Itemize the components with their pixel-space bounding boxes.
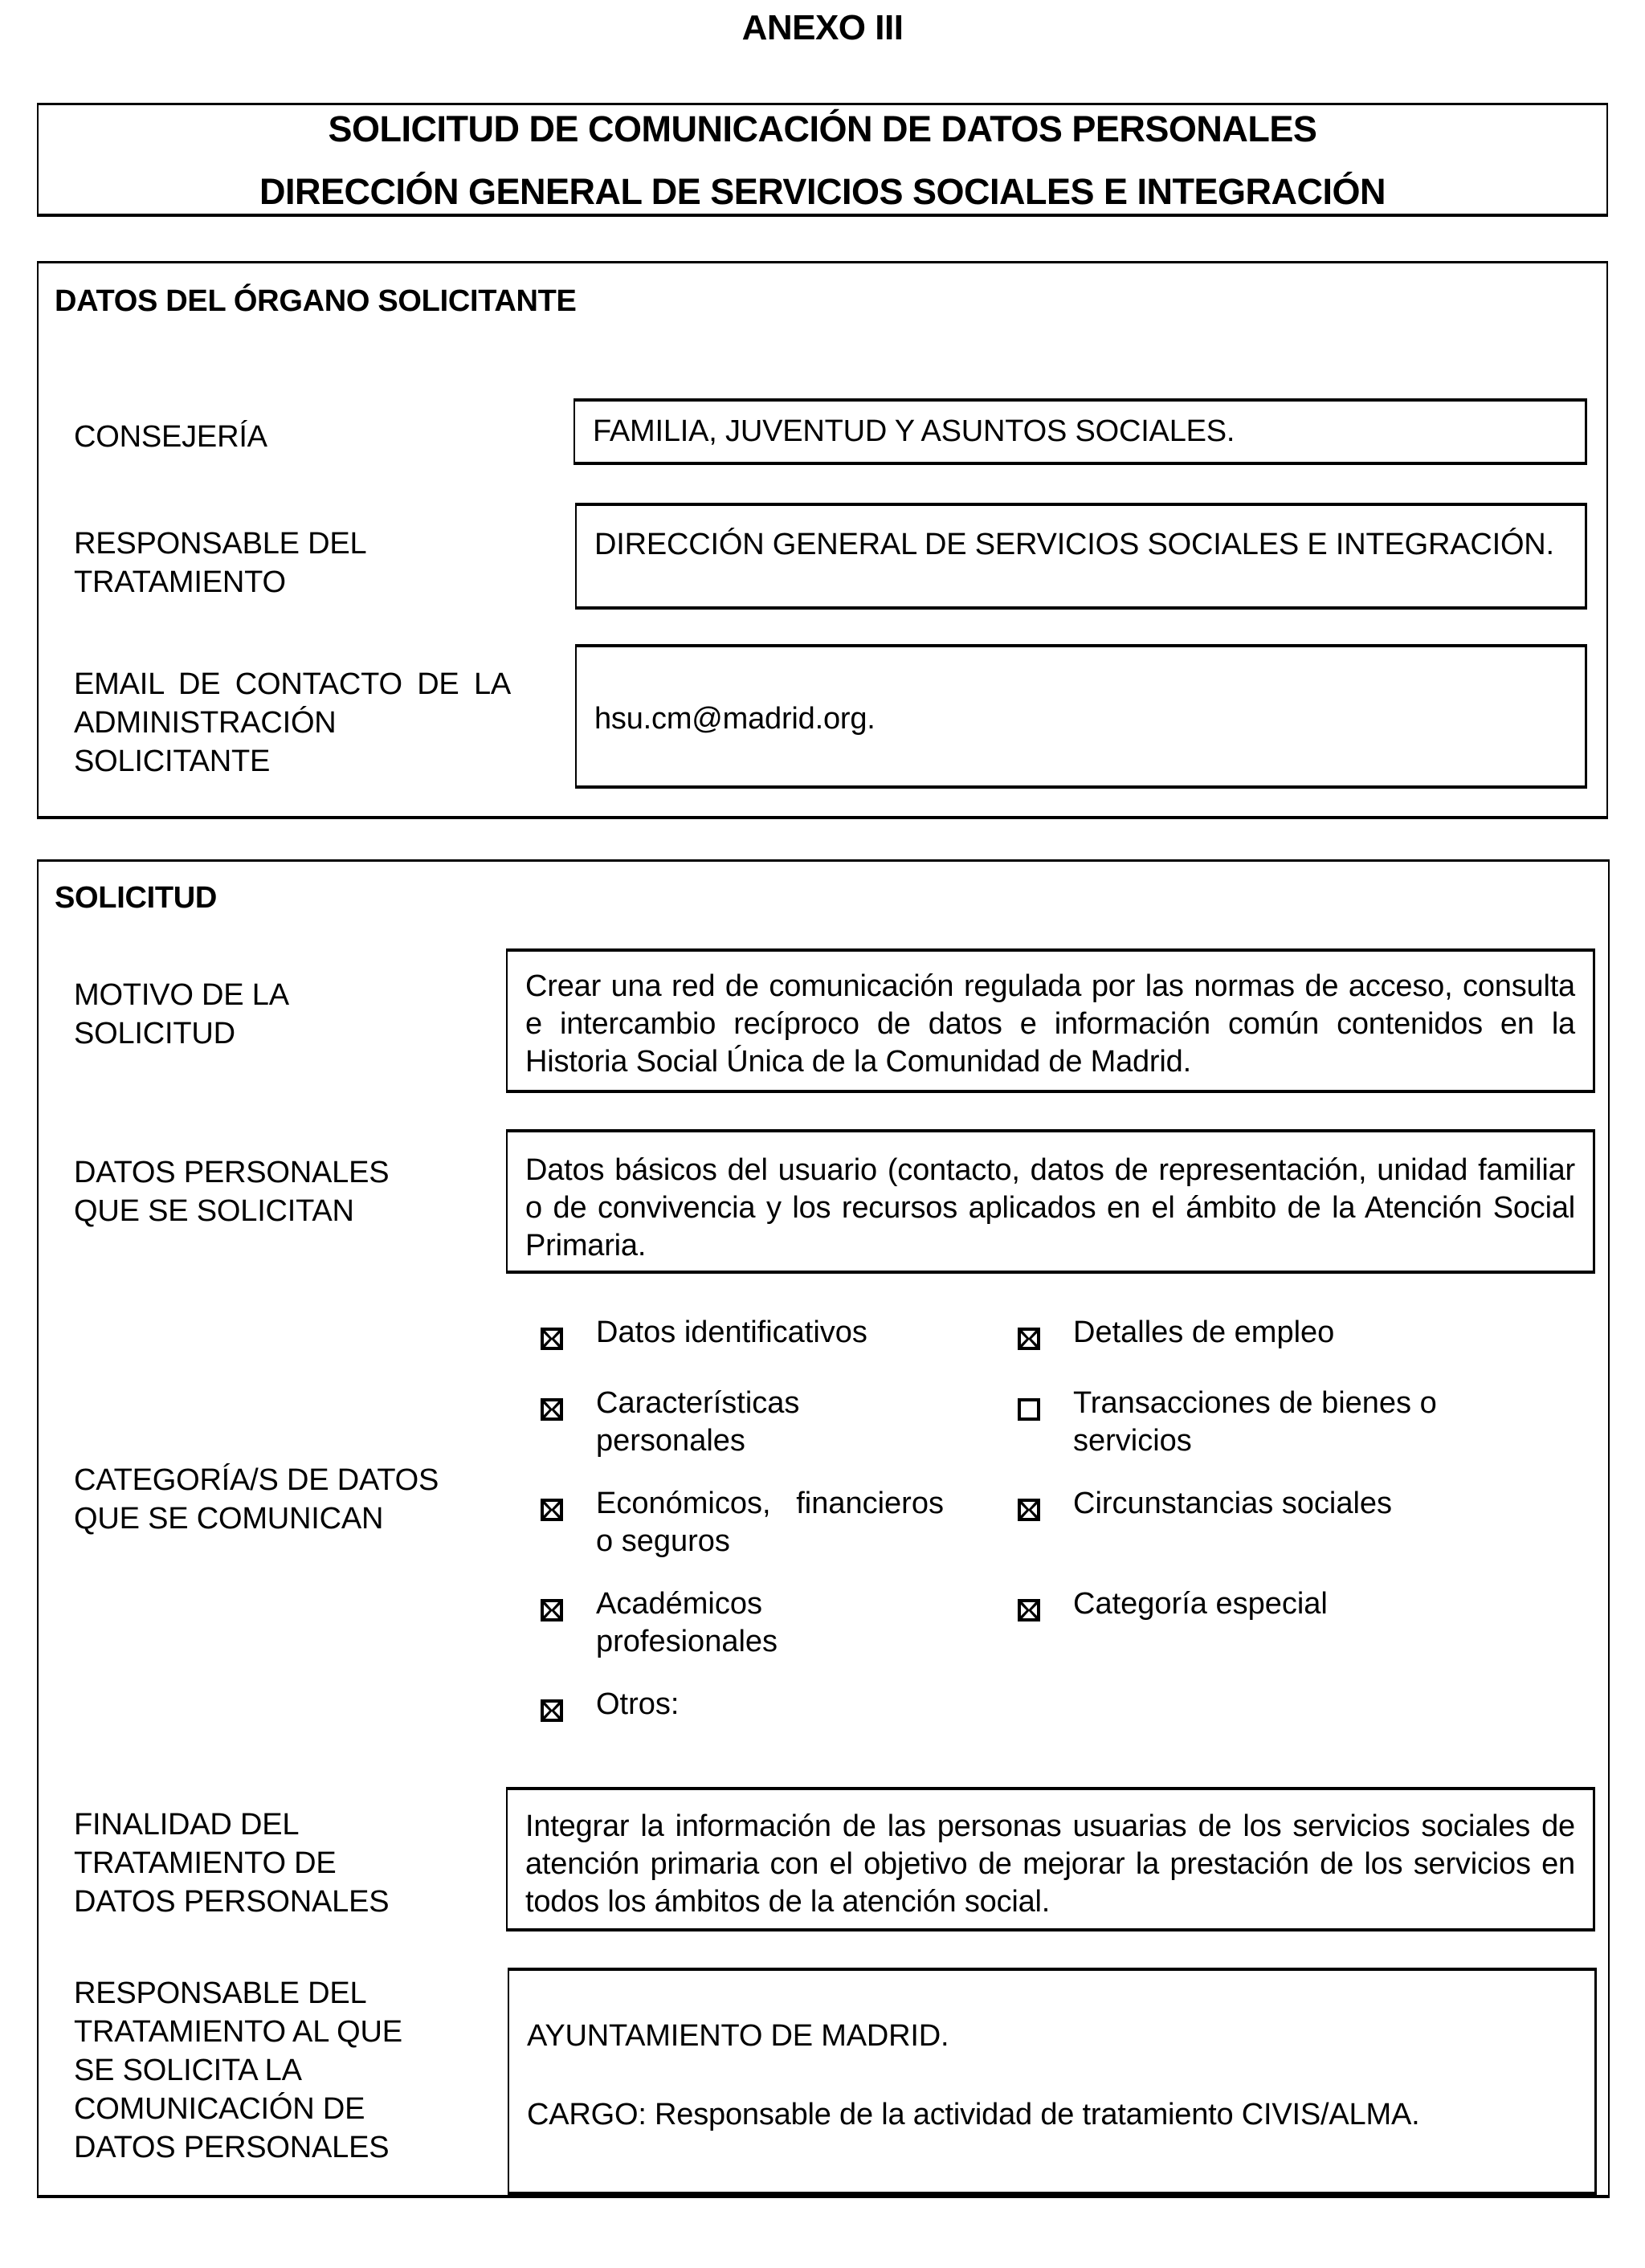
checkbox-unchecked[interactable] — [1017, 1397, 1041, 1422]
category-label-line: Categoría especial — [1073, 1587, 1328, 1621]
checked-box-icon — [540, 1397, 564, 1422]
checkbox-checked[interactable] — [540, 1397, 564, 1422]
checkbox-checked[interactable] — [1017, 1327, 1041, 1351]
responsable-destino-label-line: RESPONSABLE DEL — [74, 1976, 367, 2010]
datos-personales-field[interactable] — [506, 1129, 1595, 1274]
section-heading: DATOS DEL ÓRGANO SOLICITANTE — [55, 284, 577, 318]
finalidad-label-line: FINALIDAD DEL — [74, 1808, 300, 1842]
category-label — [1073, 1314, 1334, 1352]
responsable-destino-label-line: COMUNICACIÓN DE — [74, 2092, 365, 2126]
form-title: SOLICITUD DE COMUNICACIÓN DE DATOS PERSONALES — [328, 108, 1317, 149]
finalidad-label-line: DATOS PERSONALES — [74, 1885, 390, 1919]
categorias-label-line: CATEGORÍA/S DE DATOS — [74, 1463, 439, 1497]
checked-box-icon — [540, 1498, 564, 1522]
form-title-box — [37, 103, 1608, 217]
datos-personales-label — [74, 1153, 389, 1230]
responsable-destino-value: AYUNTAMIENTO DE MADRID. — [527, 2019, 949, 2053]
category-label-line: Circunstancias sociales — [1073, 1487, 1393, 1520]
responsable-field[interactable] — [575, 503, 1587, 610]
responsable-destino-label — [74, 1974, 402, 2167]
checkbox-checked[interactable] — [540, 1498, 564, 1522]
consejeria-label: CONSEJERÍA — [74, 420, 267, 454]
checkbox-checked[interactable] — [540, 1327, 564, 1351]
category-label-line: o seguros — [596, 1524, 730, 1558]
responsable-value: DIRECCIÓN GENERAL DE SERVICIOS SOCIALES E INTEGRACIÓN. — [594, 528, 1554, 561]
annex-title: ANEXO III — [741, 8, 904, 47]
finalidad-label-line: TRATAMIENTO DE — [74, 1846, 337, 1880]
responsable-destino-label-line: TRATAMIENTO AL QUE — [74, 2015, 402, 2049]
checkbox-checked[interactable] — [1017, 1498, 1041, 1522]
finalidad-value: Integrar la información de las personas usuarias de los servicios sociales de atención primaria con el objetivo de mejorar la prestación de los servicios en todos los ámbitos de la atención social. — [525, 1809, 1575, 1919]
datos-personales-label-line: QUE SE SOLICITAN — [74, 1194, 354, 1228]
section-solicitud — [37, 859, 1610, 2198]
email-value: hsu.cm@madrid.org. — [594, 702, 876, 736]
consejeria-value: FAMILIA, JUVENTUD Y ASUNTOS SOCIALES. — [593, 414, 1235, 448]
category-label-line: Económicos, financieros — [596, 1487, 944, 1520]
email-field[interactable] — [575, 644, 1587, 789]
checkbox-checked[interactable] — [1017, 1598, 1041, 1622]
checkbox-checked[interactable] — [540, 1598, 564, 1622]
checked-box-icon — [540, 1699, 564, 1723]
category-label-line: Transacciones de bienes o — [1073, 1386, 1437, 1420]
motivo-label — [74, 976, 289, 1053]
categorias-label — [74, 1461, 439, 1538]
email-label-line: ADMINISTRACIÓN — [74, 706, 337, 740]
category-label — [596, 1485, 944, 1560]
category-label — [596, 1585, 778, 1661]
motivo-field[interactable] — [506, 948, 1595, 1093]
checked-box-icon — [1017, 1598, 1041, 1622]
section-heading: SOLICITUD — [55, 881, 218, 915]
checked-box-icon — [1017, 1327, 1041, 1351]
section-organo-solicitante — [37, 261, 1608, 819]
finalidad-field[interactable] — [506, 1787, 1595, 1931]
category-label-line: servicios — [1073, 1424, 1192, 1458]
category-label-line: Características — [596, 1386, 800, 1420]
responsable-destino-field[interactable] — [508, 1968, 1597, 2195]
category-label — [596, 1314, 867, 1352]
form-subtitle: DIRECCIÓN GENERAL DE SERVICIOS SOCIALES E INTEGRACIÓN — [259, 171, 1386, 212]
responsable-label-line: TRATAMIENTO — [74, 565, 286, 599]
category-label-line: personales — [596, 1424, 745, 1458]
motivo-label-line: MOTIVO DE LA — [74, 978, 289, 1012]
category-label — [1073, 1385, 1437, 1460]
category-label-line: Datos identificativos — [596, 1316, 867, 1349]
responsable-destino-label-line: SE SOLICITA LA — [74, 2054, 302, 2087]
consejeria-field[interactable] — [574, 398, 1587, 465]
finalidad-label — [74, 1805, 389, 1921]
email-label-line: SOLICITANTE — [74, 744, 271, 778]
category-label — [596, 1686, 679, 1723]
category-label — [1073, 1585, 1328, 1623]
checked-box-icon — [540, 1327, 564, 1351]
datos-personales-value: Datos básicos del usuario (contacto, datos de representación, unidad familiar o de convivencia y los recursos aplicados en el ámbito de la Atención Social Primaria. — [525, 1153, 1575, 1262]
datos-personales-label-line: DATOS PERSONALES — [74, 1156, 390, 1189]
category-label — [596, 1385, 799, 1460]
checked-box-icon — [1017, 1498, 1041, 1522]
motivo-value: Crear una red de comunicación regulada por las normas de acceso, consulta e intercambio recíproco de datos e información común contenidos en la Historia Social Única de la Comunidad de Madrid. — [525, 969, 1575, 1079]
checked-box-icon — [540, 1598, 564, 1622]
responsable-destino-cargo: CARGO: Responsable de la actividad de tratamiento CIVIS/ALMA. — [527, 2098, 1420, 2131]
checkbox-checked[interactable] — [540, 1699, 564, 1723]
email-label-line: EMAIL DE CONTACTO DE LA — [74, 667, 512, 701]
motivo-label-line: SOLICITUD — [74, 1017, 235, 1050]
email-label — [74, 665, 511, 781]
category-label-line: Académicos — [596, 1587, 762, 1621]
category-label-line: Detalles de empleo — [1073, 1316, 1335, 1349]
empty-box-icon — [1017, 1397, 1041, 1422]
responsable-label-line: RESPONSABLE DEL — [74, 527, 367, 561]
categorias-label-line: QUE SE COMUNICAN — [74, 1502, 384, 1536]
category-label-line: Otros: — [596, 1687, 680, 1721]
category-label — [1073, 1485, 1392, 1523]
responsable-destino-label-line: DATOS PERSONALES — [74, 2131, 390, 2164]
responsable-label — [74, 524, 366, 602]
category-label-line: profesionales — [596, 1625, 778, 1658]
